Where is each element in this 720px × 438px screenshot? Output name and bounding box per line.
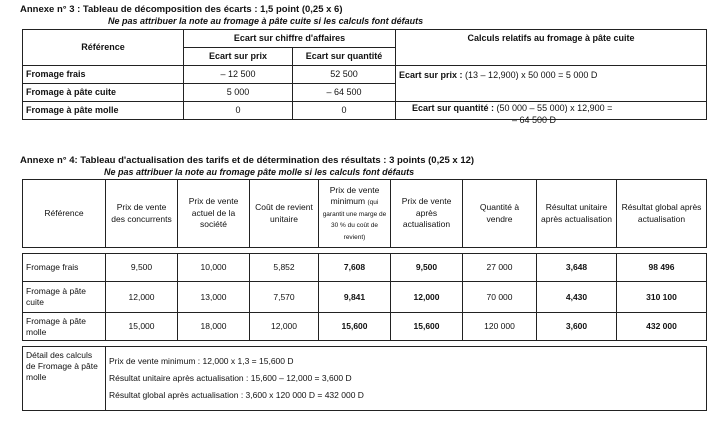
cell-prix-apres: 15,600 bbox=[391, 313, 463, 341]
header-prix-minimum-note: (qui garantit une marge de 30 % du coût de revient) bbox=[322, 199, 387, 241]
calc-ecart-quantite bbox=[412, 102, 612, 126]
annexe4-note: Ne pas attribuer la note au fromage pâte molle si les calculs font défauts bbox=[104, 167, 415, 177]
header-cout-revient: Coût de revient unitaire bbox=[250, 180, 319, 248]
calc-ecart-prix bbox=[396, 66, 707, 102]
detail-line: Résultat global après actualisation : 3,600 x 120 000 D = 432 000 D bbox=[109, 390, 364, 400]
cell-ecart-quantite: 0 bbox=[293, 102, 396, 120]
header-prix-apres: Prix de vente après actualisation bbox=[391, 180, 463, 248]
detail-row bbox=[23, 347, 707, 411]
header-resultat-unitaire: Résultat unitaire après actualisation bbox=[537, 180, 617, 248]
calc-prix-label: Ecart sur prix : bbox=[399, 70, 463, 80]
header-calculs: Calculs relatifs au fromage à pâte cuite bbox=[396, 30, 707, 66]
cell-prix-concurrents: 12,000 bbox=[106, 282, 178, 313]
row-reference: Fromage à pâte cuite bbox=[23, 84, 184, 102]
cell-ecart-quantite: 52 500 bbox=[293, 66, 396, 84]
row-reference: Fromage à pâte cuite bbox=[23, 282, 106, 313]
row-reference: Fromage à pâte molle bbox=[23, 313, 106, 341]
annexe4-table bbox=[22, 179, 707, 411]
cell-cout-revient: 5,852 bbox=[250, 254, 319, 282]
cell-quantite: 70 000 bbox=[463, 282, 537, 313]
cell-ecart-prix: – 12 500 bbox=[184, 66, 293, 84]
header-prix-minimum-label: Prix de vente minimum bbox=[329, 184, 380, 207]
annexe3-title: Annexe n° 3 : Tableau de décomposition des écarts : 1,5 point (0,25 x 6) bbox=[20, 4, 343, 15]
cell-cout-revient: 7,570 bbox=[250, 282, 319, 313]
cell-prix-apres: 9,500 bbox=[391, 254, 463, 282]
cell-ecart-prix: 0 bbox=[184, 102, 293, 120]
detail-line: Résultat unitaire après actualisation : 15,600 – 12,000 = 3,600 D bbox=[109, 373, 352, 383]
cell-ecart-prix: 5 000 bbox=[184, 84, 293, 102]
detail-label: Détail des calculs de Fromage à pâte molle bbox=[23, 347, 106, 411]
header-ecart-ca: Ecart sur chiffre d'affaires bbox=[184, 30, 396, 48]
cell-prix-concurrents: 15,000 bbox=[106, 313, 178, 341]
cell-resultat-global: 98 496 bbox=[617, 254, 707, 282]
detail-calculs bbox=[106, 347, 707, 411]
header-quantite: Quantité à vendre bbox=[463, 180, 537, 248]
header-resultat-global: Résultat global après actualisation bbox=[617, 180, 707, 248]
header-ecart-quantite: Ecart sur quantité bbox=[293, 48, 396, 66]
row-reference: Fromage frais bbox=[23, 66, 184, 84]
cell-prix-apres: 12,000 bbox=[391, 282, 463, 313]
calc-qte-value2: – 64 500 D bbox=[512, 115, 557, 125]
annexe3-note: Ne pas attribuer la note au fromage à pâte cuite si les calculs font défauts bbox=[108, 16, 424, 26]
calc-qte-value: (50 000 – 55 000) x 12,900 = bbox=[496, 103, 613, 113]
header-reference: Référence bbox=[23, 30, 184, 66]
header-prix-actuel: Prix de vente actuel de la société bbox=[178, 180, 250, 248]
cell-prix-concurrents: 9,500 bbox=[106, 254, 178, 282]
cell-prix-minimum: 9,841 bbox=[319, 282, 391, 313]
detail-line: Prix de vente minimum : 12,000 x 1,3 = 15,600 D bbox=[109, 356, 294, 366]
row-reference: Fromage à pâte molle bbox=[23, 102, 184, 120]
cell-ecart-quantite: – 64 500 bbox=[293, 84, 396, 102]
calc-prix-value: (13 – 12,900) x 50 000 = 5 000 D bbox=[465, 70, 598, 80]
header-prix-concurrents: Prix de vente des concurrents bbox=[106, 180, 178, 248]
cell-prix-minimum: 15,600 bbox=[319, 313, 391, 341]
cell-quantite: 27 000 bbox=[463, 254, 537, 282]
header-reference: Référence bbox=[23, 180, 106, 248]
table-row bbox=[23, 66, 707, 84]
cell-prix-minimum: 7,608 bbox=[319, 254, 391, 282]
table-row bbox=[23, 313, 707, 341]
cell-resultat-unitaire: 4,430 bbox=[537, 282, 617, 313]
row-reference: Fromage frais bbox=[23, 254, 106, 282]
header-prix-minimum bbox=[319, 180, 391, 248]
cell-resultat-unitaire: 3,648 bbox=[537, 254, 617, 282]
cell-prix-actuel: 18,000 bbox=[178, 313, 250, 341]
header-row bbox=[23, 180, 707, 248]
cell-resultat-global: 310 100 bbox=[617, 282, 707, 313]
annexe4-title: Annexe n° 4: Tableau d'actualisation des tarifs et de détermination des résultats : 3 points (0,25 x 12) bbox=[20, 155, 475, 166]
cell-prix-actuel: 10,000 bbox=[178, 254, 250, 282]
header-ecart-prix: Ecart sur prix bbox=[184, 48, 293, 66]
cell-prix-actuel: 13,000 bbox=[178, 282, 250, 313]
table-row bbox=[23, 282, 707, 313]
cell-resultat-unitaire: 3,600 bbox=[537, 313, 617, 341]
calc-qte-label: Ecart sur quantité : bbox=[412, 103, 495, 113]
cell-quantite: 120 000 bbox=[463, 313, 537, 341]
table-row bbox=[23, 254, 707, 282]
cell-resultat-global: 432 000 bbox=[617, 313, 707, 341]
cell-cout-revient: 12,000 bbox=[250, 313, 319, 341]
